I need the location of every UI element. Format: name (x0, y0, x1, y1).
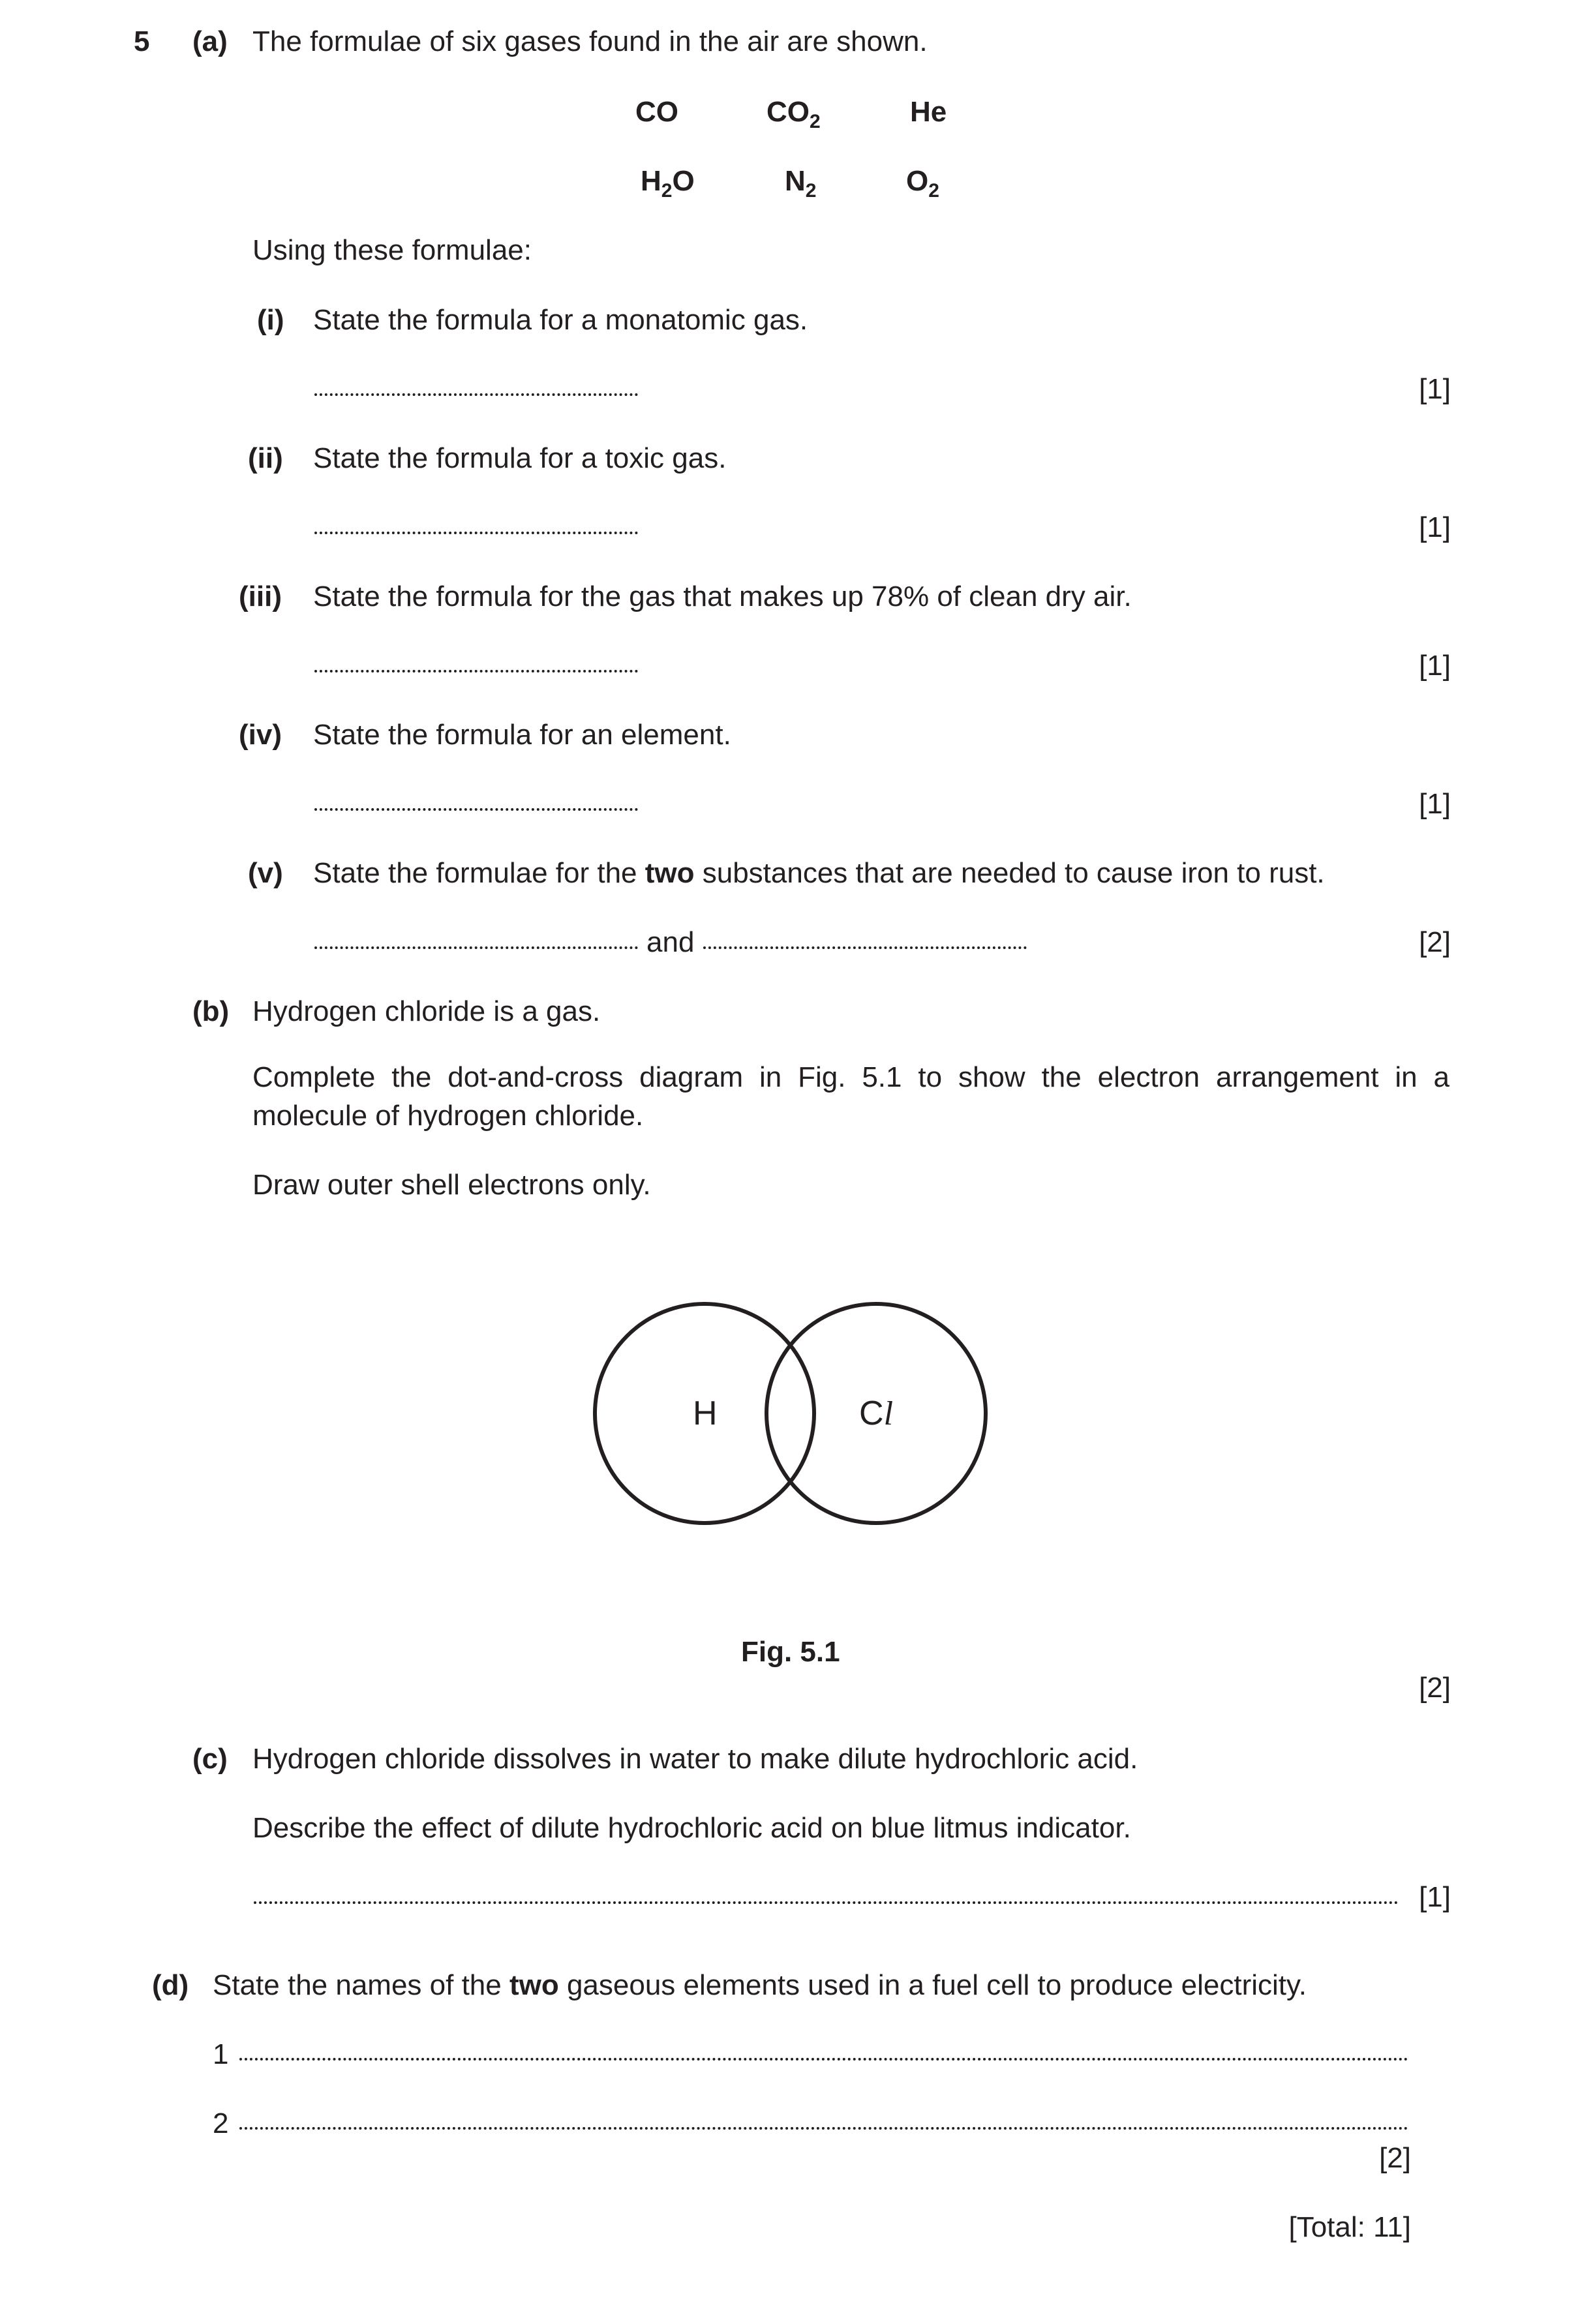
part-b-intro: Hydrogen chloride is a gas. (252, 995, 601, 1027)
total-marks: [Total: 11] (1288, 2211, 1411, 2243)
part-b-instruction-line2: molecule of hydrogen chloride. (252, 1100, 644, 1132)
formula-he: He (910, 96, 947, 128)
part-a-intro: The formulae of six gases found in the air are shown. (252, 25, 928, 57)
item-v-label: (v) (248, 857, 283, 889)
formula-o2: $O_2$ (906, 165, 939, 202)
item-i-text: State the formula for a monatomic gas. (313, 304, 808, 336)
item-v-mark: [2] (1419, 926, 1451, 958)
part-d-label: (d) (152, 1969, 189, 2001)
answer-line-v-1[interactable] (314, 946, 638, 949)
item-iii-label: (iii) (239, 581, 282, 612)
part-b-mark: [2] (1419, 1672, 1451, 1704)
answer-line-i[interactable] (314, 393, 638, 396)
question-number: 5 (134, 25, 150, 57)
atom-label-cl: Cl (859, 1395, 894, 1432)
item-iii-mark: [1] (1419, 650, 1451, 682)
part-d-text: State the names of the two gaseous elements used in a fuel cell to produce electricity. (213, 1969, 1307, 2001)
atom-label-h: H (693, 1395, 718, 1432)
formula-co2: $CO_2$ (766, 96, 821, 132)
answer-line-d-2[interactable] (239, 2127, 1408, 2130)
part-d-mark: [2] (1379, 2142, 1411, 2174)
item-iv-label: (iv) (239, 719, 282, 751)
formula-co: CO (635, 96, 678, 128)
part-c-label: (c) (192, 1743, 228, 1775)
formula-n2: $N_2$ (785, 165, 817, 202)
item-iv-text: State the formula for an element. (313, 719, 731, 751)
item-v-text: State the formulae for the two substances that are needed to cause iron to rust. (313, 857, 1325, 889)
figure-caption: Fig. 5.1 (741, 1636, 840, 1668)
part-c-intro: Hydrogen chloride dissolves in water to make dilute hydrochloric acid. (252, 1743, 1138, 1775)
item-ii-text: State the formula for a toxic gas. (313, 442, 727, 474)
item-i-label: (i) (257, 304, 284, 336)
answer-line-iii[interactable] (314, 670, 638, 672)
part-b-note: Draw outer shell electrons only. (252, 1169, 651, 1201)
answer-line-ii[interactable] (314, 532, 638, 534)
part-a-label: (a) (192, 25, 228, 57)
part-c-mark: [1] (1419, 1881, 1451, 1913)
part-b-label: (b) (192, 995, 230, 1027)
answer-line-c[interactable] (254, 1901, 1399, 1904)
formula-h2o: $H_2O$ (641, 165, 695, 202)
answer-2-label: 2 (213, 2107, 229, 2139)
answer-line-iv[interactable] (314, 808, 638, 811)
answer-1-label: 1 (213, 2038, 229, 2070)
and-joiner: and (646, 926, 695, 958)
item-i-mark: [1] (1419, 373, 1451, 405)
item-ii-mark: [1] (1419, 511, 1451, 543)
item-iv-mark: [1] (1419, 788, 1451, 820)
item-iii-text: State the formula for the gas that makes up 78% of clean dry air. (313, 581, 1132, 612)
answer-line-d-1[interactable] (239, 2058, 1408, 2060)
answer-line-v-2[interactable] (703, 946, 1027, 949)
dot-and-cross-diagram[interactable] (587, 1295, 1005, 1533)
item-ii-label: (ii) (248, 442, 283, 474)
part-c-question: Describe the effect of dilute hydrochloric acid on blue litmus indicator. (252, 1812, 1131, 1844)
part-b-instruction-line1: Complete the dot-and-cross diagram in Fig. 5.1 to show the electron arrangement in a (252, 1061, 1449, 1093)
using-formulae-text: Using these formulae: (252, 234, 532, 266)
